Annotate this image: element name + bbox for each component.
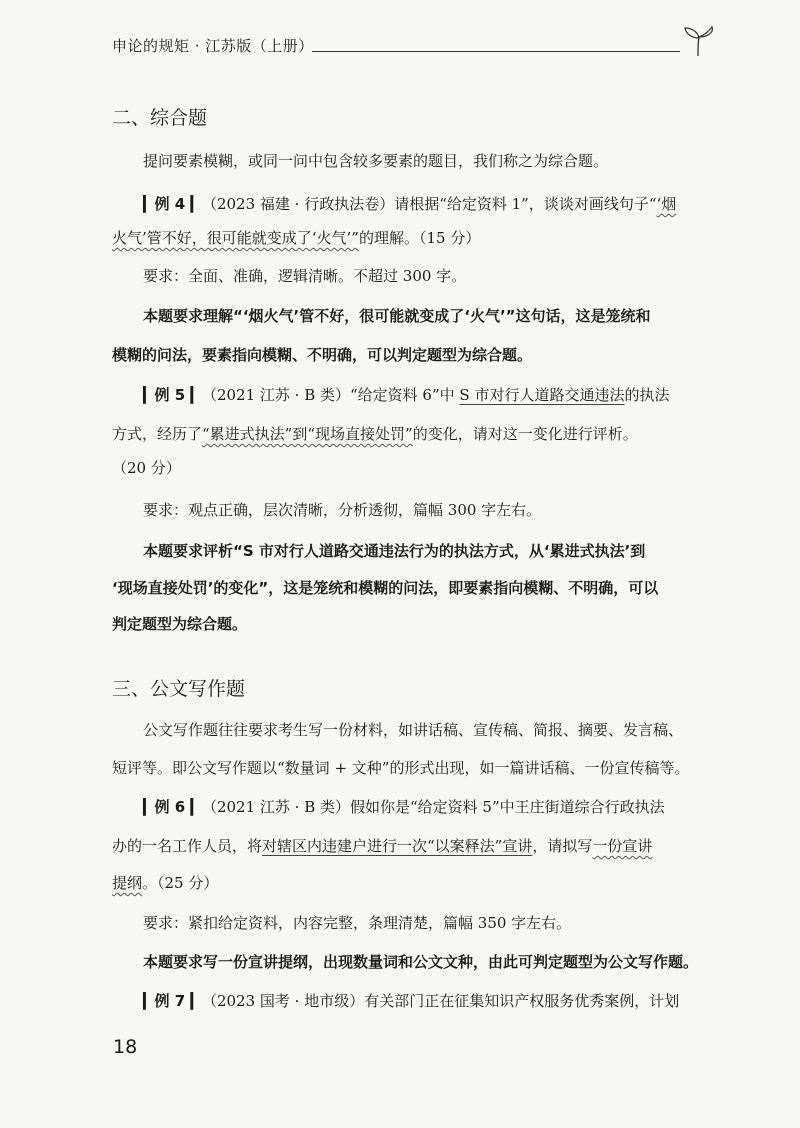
- example-6-line-2: 办的一名工作人员，将对辖区内违建户进行一次“以案释法”宣讲，请拟写一份宣讲: [112, 837, 653, 855]
- example-6-requirement: 要求：紧扣给定资料，内容完整，条理清楚，篇幅 350 字左右。: [143, 914, 572, 932]
- sprout-icon: [676, 26, 720, 56]
- section-intro: 提问要素模糊，或同一问中包含较多要素的题目，我们称之为综合题。: [143, 152, 609, 170]
- example-5-line-3: （20 分）: [112, 459, 181, 477]
- example-tag: ▎例 7 ▎: [143, 992, 202, 1010]
- running-header: 申论的规矩 · 江苏版（上册）: [112, 37, 314, 55]
- example-5-requirement: 要求：观点正确，层次清晰，分析透彻，篇幅 300 字左右。: [143, 501, 542, 519]
- example-5-line-2: 方式，经历了“累进式执法”到“现场直接处罚”的变化，请对这一变化进行评析。: [112, 425, 638, 443]
- example-4-line-2: 火气’管不好，很可能就变成了‘火气’”的理解。（15 分）: [112, 229, 481, 247]
- example-tag: ▎例 6 ▎: [143, 798, 202, 816]
- example-5-line-1: ▎例 5 ▎（2021 江苏 · B 类）“给定资料 6”中 S 市对行人道路交通违法的执法: [143, 386, 670, 404]
- section-heading-comprehensive: 二、综合题: [112, 107, 208, 129]
- example-tag: ▎例 4 ▎: [143, 195, 202, 213]
- page-number: 18: [113, 1036, 138, 1058]
- example-5-analysis-1: 本题要求评析“S 市对行人道路交通违法行为的执法方式，从‘累进式执法’到: [143, 542, 646, 560]
- example-6-line-1: ▎例 6 ▎（2021 江苏 · B 类）假如你是“给定资料 5”中王庄街道综合行政执法: [143, 798, 665, 816]
- section-3-paragraph-2: 短评等。即公文写作题以“数量词 + 文种”的形式出现，如一篇讲话稿、一份宣传稿等。: [112, 759, 690, 777]
- section-3-paragraph-1: 公文写作题往往要求考生写一份材料，如讲话稿、宣传稿、简报、摘要、发言稿、: [143, 721, 684, 739]
- example-6-analysis-1: 本题要求写一份宣讲提纲，出现数量词和公文文种，由此可判定题型为公文写作题。: [143, 953, 699, 971]
- section-heading-official-writing: 三、公文写作题: [112, 678, 246, 700]
- example-4-line-1: ▎例 4 ▎（2023 福建 · 行政执法卷）请根据“给定资料 1”，谈谈对画线句子“‘烟: [143, 195, 677, 213]
- example-6-line-3: 提纲。（25 分）: [112, 874, 219, 892]
- example-tag: ▎例 5 ▎: [143, 386, 202, 404]
- example-7-line-1: ▎例 7 ▎（2023 国考 · 地市级）有关部门正在征集知识产权服务优秀案例，计划: [143, 992, 680, 1010]
- example-5-analysis-2: ‘现场直接处罚’的变化”，这是笼统和模糊的问法，即要素指向模糊、不明确，可以: [112, 579, 659, 597]
- example-4-analysis-1: 本题要求理解“‘烟火气’管不好，很可能就变成了‘火气’”这句话，这是笼统和: [143, 307, 651, 325]
- example-4-analysis-2: 模糊的问法，要素指向模糊、不明确，可以判定题型为综合题。: [112, 346, 533, 364]
- example-5-analysis-3: 判定题型为综合题。: [112, 615, 248, 633]
- example-4-requirement: 要求：全面、准确，逻辑清晰。不超过 300 字。: [143, 267, 467, 285]
- header-rule: [312, 51, 680, 52]
